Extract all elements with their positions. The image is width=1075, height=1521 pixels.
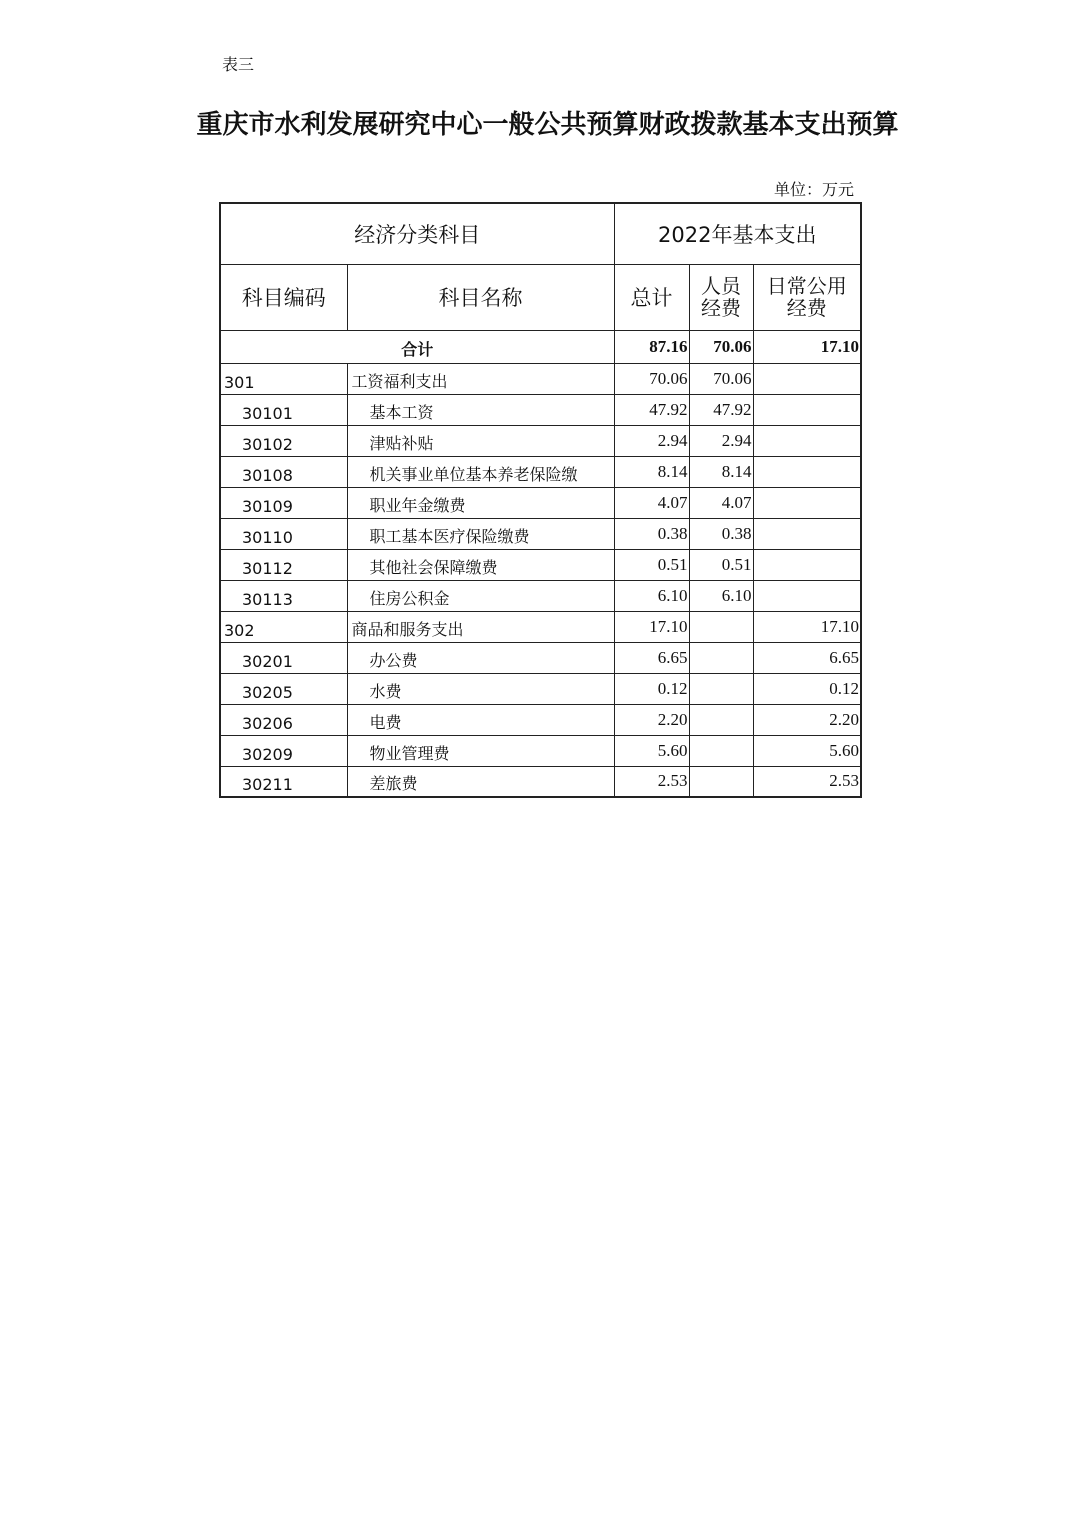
subject-code: 30112 [220, 549, 347, 580]
unit-label: 单位：万元 [773, 180, 854, 199]
public-cell [753, 363, 861, 394]
subject-name: 水费 [347, 673, 614, 704]
subject-code: 30110 [220, 518, 347, 549]
total-cell: 0.38 [614, 518, 689, 549]
table-label: 表三 [222, 55, 255, 74]
public-cell [753, 487, 861, 518]
personnel-cell: 47.92 [689, 394, 753, 425]
table-row [220, 425, 861, 456]
total-cell: 4.07 [614, 487, 689, 518]
table-row [220, 580, 861, 611]
table-row [220, 394, 861, 425]
subject-code: 30201 [220, 642, 347, 673]
table-row [220, 735, 861, 766]
personnel-cell: 4.07 [689, 487, 753, 518]
personnel-cell [689, 673, 753, 704]
table-row [220, 673, 861, 704]
subject-name: 商品和服务支出 [347, 611, 614, 642]
table-row [220, 487, 861, 518]
page-title: 重庆市水利发展研究中心一般公共预算财政拨款基本支出预算 [196, 110, 899, 140]
table-row [220, 456, 861, 487]
total-cell: 6.65 [614, 642, 689, 673]
subject-code: 30113 [220, 580, 347, 611]
personnel-cell [689, 766, 753, 797]
subject-name: 津贴补贴 [347, 425, 614, 456]
header-economic-classification: 经济分类科目 [220, 203, 614, 264]
personnel-cell [689, 642, 753, 673]
public-cell [753, 425, 861, 456]
header-basic-expenditure: 2022年基本支出 [614, 203, 861, 264]
personnel-cell: 2.94 [689, 425, 753, 456]
header-personnel-expense [689, 264, 753, 330]
subject-name: 职工基本医疗保险缴费 [347, 518, 614, 549]
table-row [220, 704, 861, 735]
public-cell: 2.20 [753, 704, 861, 735]
personnel-cell: 6.10 [689, 580, 753, 611]
public-cell: 6.65 [753, 642, 861, 673]
total-cell: 17.10 [614, 611, 689, 642]
table-row [220, 642, 861, 673]
subject-code: 301 [220, 363, 347, 394]
subject-name: 住房公积金 [347, 580, 614, 611]
subject-name: 职业年金缴费 [347, 487, 614, 518]
header-total: 总计 [614, 264, 689, 330]
public-cell [753, 549, 861, 580]
public-cell: 5.60 [753, 735, 861, 766]
personnel-cell: 70.06 [689, 363, 753, 394]
subject-name: 办公费 [347, 642, 614, 673]
total-cell: 6.10 [614, 580, 689, 611]
total-public-value: 17.10 [753, 330, 861, 363]
header-subject-code: 科目编码 [220, 264, 347, 330]
total-cell: 2.53 [614, 766, 689, 797]
personnel-cell [689, 704, 753, 735]
subject-name: 基本工资 [347, 394, 614, 425]
total-personnel-value: 70.06 [689, 330, 753, 363]
total-value: 87.16 [614, 330, 689, 363]
public-cell [753, 580, 861, 611]
header-row-group [220, 203, 861, 264]
table-row [220, 363, 861, 394]
personnel-cell: 0.51 [689, 549, 753, 580]
total-cell: 5.60 [614, 735, 689, 766]
subject-code: 30102 [220, 425, 347, 456]
table-row [220, 549, 861, 580]
header-public-expense-text: 日常公用经费 [766, 274, 847, 320]
total-cell: 0.12 [614, 673, 689, 704]
subject-name: 差旅费 [347, 766, 614, 797]
subject-code: 30211 [220, 766, 347, 797]
total-row [220, 330, 861, 363]
personnel-cell: 0.38 [689, 518, 753, 549]
subject-code: 30109 [220, 487, 347, 518]
subject-code: 30209 [220, 735, 347, 766]
personnel-cell: 8.14 [689, 456, 753, 487]
total-cell: 2.94 [614, 425, 689, 456]
subject-code: 302 [220, 611, 347, 642]
header-subject-name: 科目名称 [347, 264, 614, 330]
total-cell: 47.92 [614, 394, 689, 425]
subject-code: 30101 [220, 394, 347, 425]
header-public-expense [753, 264, 861, 330]
subject-name: 其他社会保障缴费 [347, 549, 614, 580]
public-cell: 0.12 [753, 673, 861, 704]
personnel-cell [689, 611, 753, 642]
personnel-cell [689, 735, 753, 766]
subject-code: 30206 [220, 704, 347, 735]
subject-name: 电费 [347, 704, 614, 735]
public-cell: 2.53 [753, 766, 861, 797]
public-cell [753, 394, 861, 425]
header-personnel-expense-text: 人员经费 [701, 274, 741, 320]
budget-table [219, 202, 862, 798]
total-cell: 2.20 [614, 704, 689, 735]
total-cell: 8.14 [614, 456, 689, 487]
table-row [220, 518, 861, 549]
total-cell: 0.51 [614, 549, 689, 580]
header-row-columns [220, 264, 861, 330]
subject-name: 物业管理费 [347, 735, 614, 766]
subject-code: 30205 [220, 673, 347, 704]
subject-name: 机关事业单位基本养老保险缴 [347, 456, 614, 487]
public-cell [753, 456, 861, 487]
total-cell: 70.06 [614, 363, 689, 394]
total-label: 合计 [220, 330, 614, 363]
table-row [220, 766, 861, 797]
subject-name: 工资福利支出 [347, 363, 614, 394]
public-cell [753, 518, 861, 549]
public-cell: 17.10 [753, 611, 861, 642]
subject-code: 30108 [220, 456, 347, 487]
table-row [220, 611, 861, 642]
